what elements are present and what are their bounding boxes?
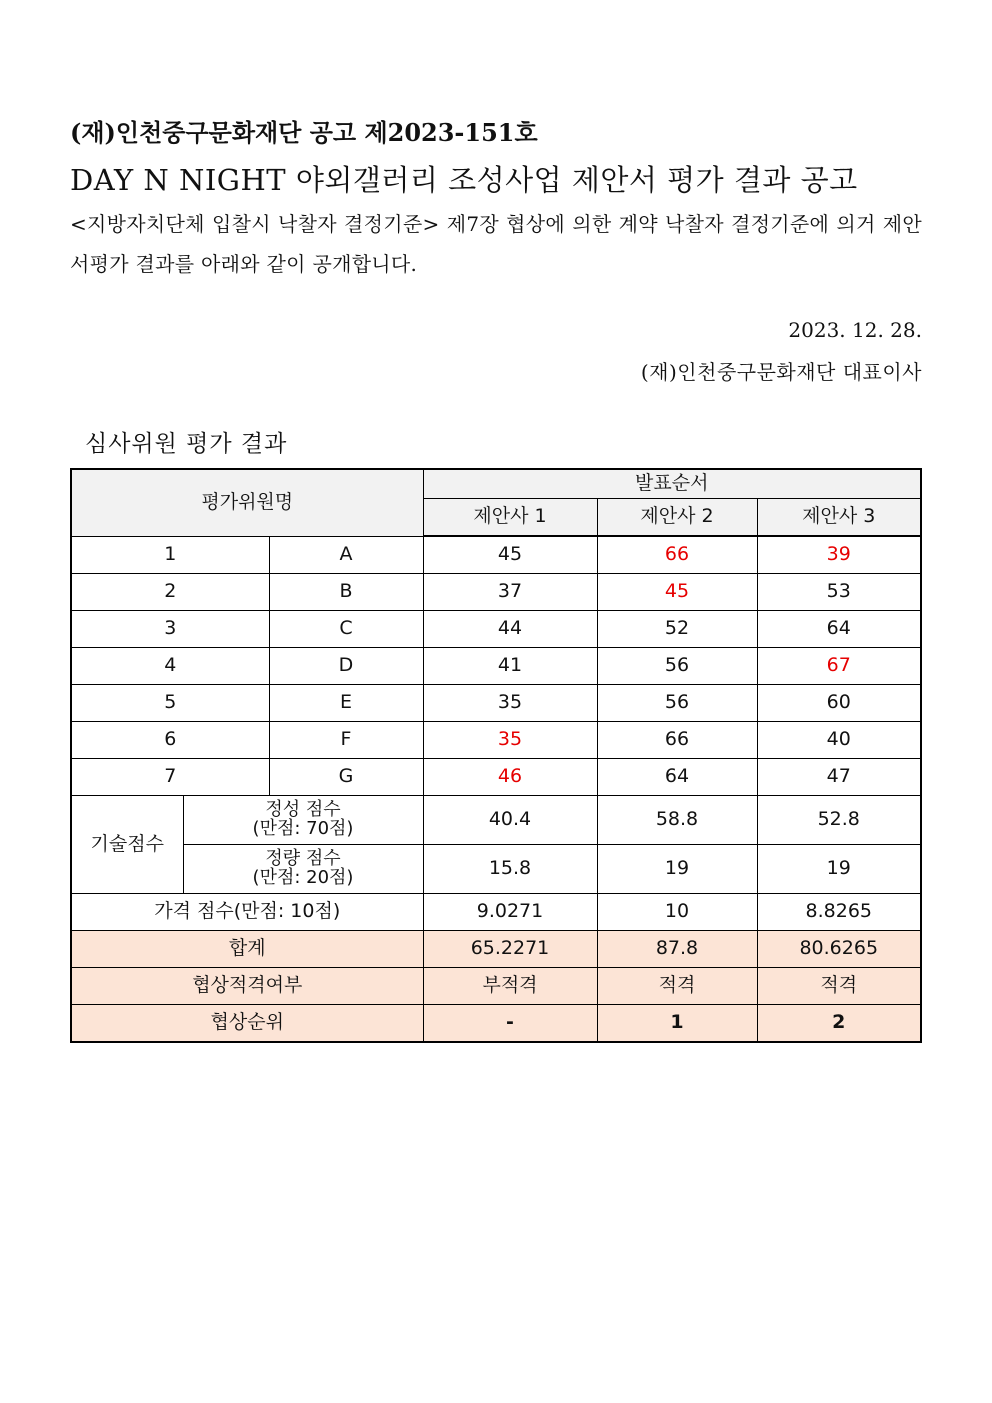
evaluator-name: G bbox=[269, 759, 423, 796]
score-cell: 56 bbox=[597, 685, 757, 722]
evaluator-no: 5 bbox=[71, 685, 269, 722]
score-cell: 60 bbox=[757, 685, 921, 722]
qualitative-score: 58.8 bbox=[597, 796, 757, 845]
eligibility-value: 적격 bbox=[757, 968, 921, 1005]
quantitative-label: 정량 점수 bbox=[265, 848, 341, 870]
eligibility-value: 부적격 bbox=[423, 968, 597, 1005]
section-title: 심사위원 평가 결과 bbox=[85, 431, 288, 457]
notice-date: 2023. 12. 28. bbox=[788, 318, 922, 342]
score-cell: 64 bbox=[597, 759, 757, 796]
header-evaluator: 평가위원명 bbox=[71, 469, 423, 536]
score-cell: 45 bbox=[597, 574, 757, 611]
header-order: 발표순서 bbox=[423, 469, 921, 499]
proposer-1-header: 제안사 1 bbox=[423, 499, 597, 537]
evaluator-name: D bbox=[269, 648, 423, 685]
tech-score-label: 기술점수 bbox=[71, 796, 183, 894]
price-score: 9.0271 bbox=[423, 894, 597, 931]
header-row bbox=[71, 469, 921, 499]
score-cell: 47 bbox=[757, 759, 921, 796]
score-cell: 67 bbox=[757, 648, 921, 685]
price-row bbox=[71, 894, 921, 931]
qualitative-score: 40.4 bbox=[423, 796, 597, 845]
score-cell: 52 bbox=[597, 611, 757, 648]
evaluator-name: F bbox=[269, 722, 423, 759]
score-cell: 35 bbox=[423, 685, 597, 722]
score-cell: 64 bbox=[757, 611, 921, 648]
rank-label: 협상순위 bbox=[71, 1005, 423, 1043]
table-row bbox=[71, 611, 921, 648]
score-cell: 53 bbox=[757, 574, 921, 611]
evaluation-result-table bbox=[70, 468, 922, 1043]
score-cell: 41 bbox=[423, 648, 597, 685]
evaluator-no: 2 bbox=[71, 574, 269, 611]
table-row bbox=[71, 759, 921, 796]
intro-paragraph: <지방자치단체 입찰시 낙찰자 결정기준> 제7장 협상에 의한 계약 낙찰자 결정기준에 의거 제안서평가 결과를 아래와 같이 공개합니다. bbox=[70, 212, 922, 276]
evaluator-no: 3 bbox=[71, 611, 269, 648]
qualitative-label: 정성 점수 bbox=[265, 799, 341, 821]
rank-value: 1 bbox=[597, 1005, 757, 1043]
score-cell: 66 bbox=[597, 722, 757, 759]
score-cell: 37 bbox=[423, 574, 597, 611]
evaluator-name: B bbox=[269, 574, 423, 611]
proposer-3-header: 제안사 3 bbox=[757, 499, 921, 537]
document-title: DAY N NIGHT 야외갤러리 조성사업 제안서 평가 결과 공고 bbox=[70, 163, 858, 197]
qualitative-max: (만점: 70점) bbox=[252, 818, 354, 839]
score-cell: 45 bbox=[423, 536, 597, 574]
evaluator-name: A bbox=[269, 536, 423, 574]
table-row bbox=[71, 648, 921, 685]
evaluator-name: E bbox=[269, 685, 423, 722]
qualitative-label-cell bbox=[183, 796, 423, 845]
rank-row bbox=[71, 1005, 921, 1043]
quantitative-score: 19 bbox=[757, 845, 921, 894]
table-row bbox=[71, 536, 921, 574]
table-row bbox=[71, 685, 921, 722]
evaluator-no: 4 bbox=[71, 648, 269, 685]
rank-value: 2 bbox=[757, 1005, 921, 1043]
quantitative-label-cell bbox=[183, 845, 423, 894]
rank-value: - bbox=[423, 1005, 597, 1043]
evaluator-no: 7 bbox=[71, 759, 269, 796]
score-cell: 39 bbox=[757, 536, 921, 574]
qualitative-score: 52.8 bbox=[757, 796, 921, 845]
score-cell: 56 bbox=[597, 648, 757, 685]
issuer: (재)인천중구문화재단 대표이사 bbox=[640, 360, 922, 384]
total-score: 65.2271 bbox=[423, 931, 597, 968]
table-row bbox=[71, 722, 921, 759]
total-row bbox=[71, 931, 921, 968]
quantitative-score: 15.8 bbox=[423, 845, 597, 894]
price-label: 가격 점수(만점: 10점) bbox=[71, 894, 423, 931]
score-cell: 40 bbox=[757, 722, 921, 759]
score-cell: 66 bbox=[597, 536, 757, 574]
quantitative-score: 19 bbox=[597, 845, 757, 894]
evaluator-no: 1 bbox=[71, 536, 269, 574]
eligibility-value: 적격 bbox=[597, 968, 757, 1005]
evaluator-no: 6 bbox=[71, 722, 269, 759]
total-score: 80.6265 bbox=[757, 931, 921, 968]
score-cell: 35 bbox=[423, 722, 597, 759]
total-label: 합계 bbox=[71, 931, 423, 968]
qualitative-row bbox=[71, 796, 921, 845]
score-cell: 46 bbox=[423, 759, 597, 796]
eligibility-row bbox=[71, 968, 921, 1005]
score-cell: 44 bbox=[423, 611, 597, 648]
price-score: 8.8265 bbox=[757, 894, 921, 931]
proposer-2-header: 제안사 2 bbox=[597, 499, 757, 537]
table-row bbox=[71, 574, 921, 611]
quantitative-max: (만점: 20점) bbox=[252, 867, 354, 888]
eligibility-label: 협상적격여부 bbox=[71, 968, 423, 1005]
quantitative-row bbox=[71, 845, 921, 894]
evaluator-name: C bbox=[269, 611, 423, 648]
total-score: 87.8 bbox=[597, 931, 757, 968]
notice-number: (재)인천중구문화재단 공고 제2023-151호 bbox=[70, 118, 538, 147]
price-score: 10 bbox=[597, 894, 757, 931]
